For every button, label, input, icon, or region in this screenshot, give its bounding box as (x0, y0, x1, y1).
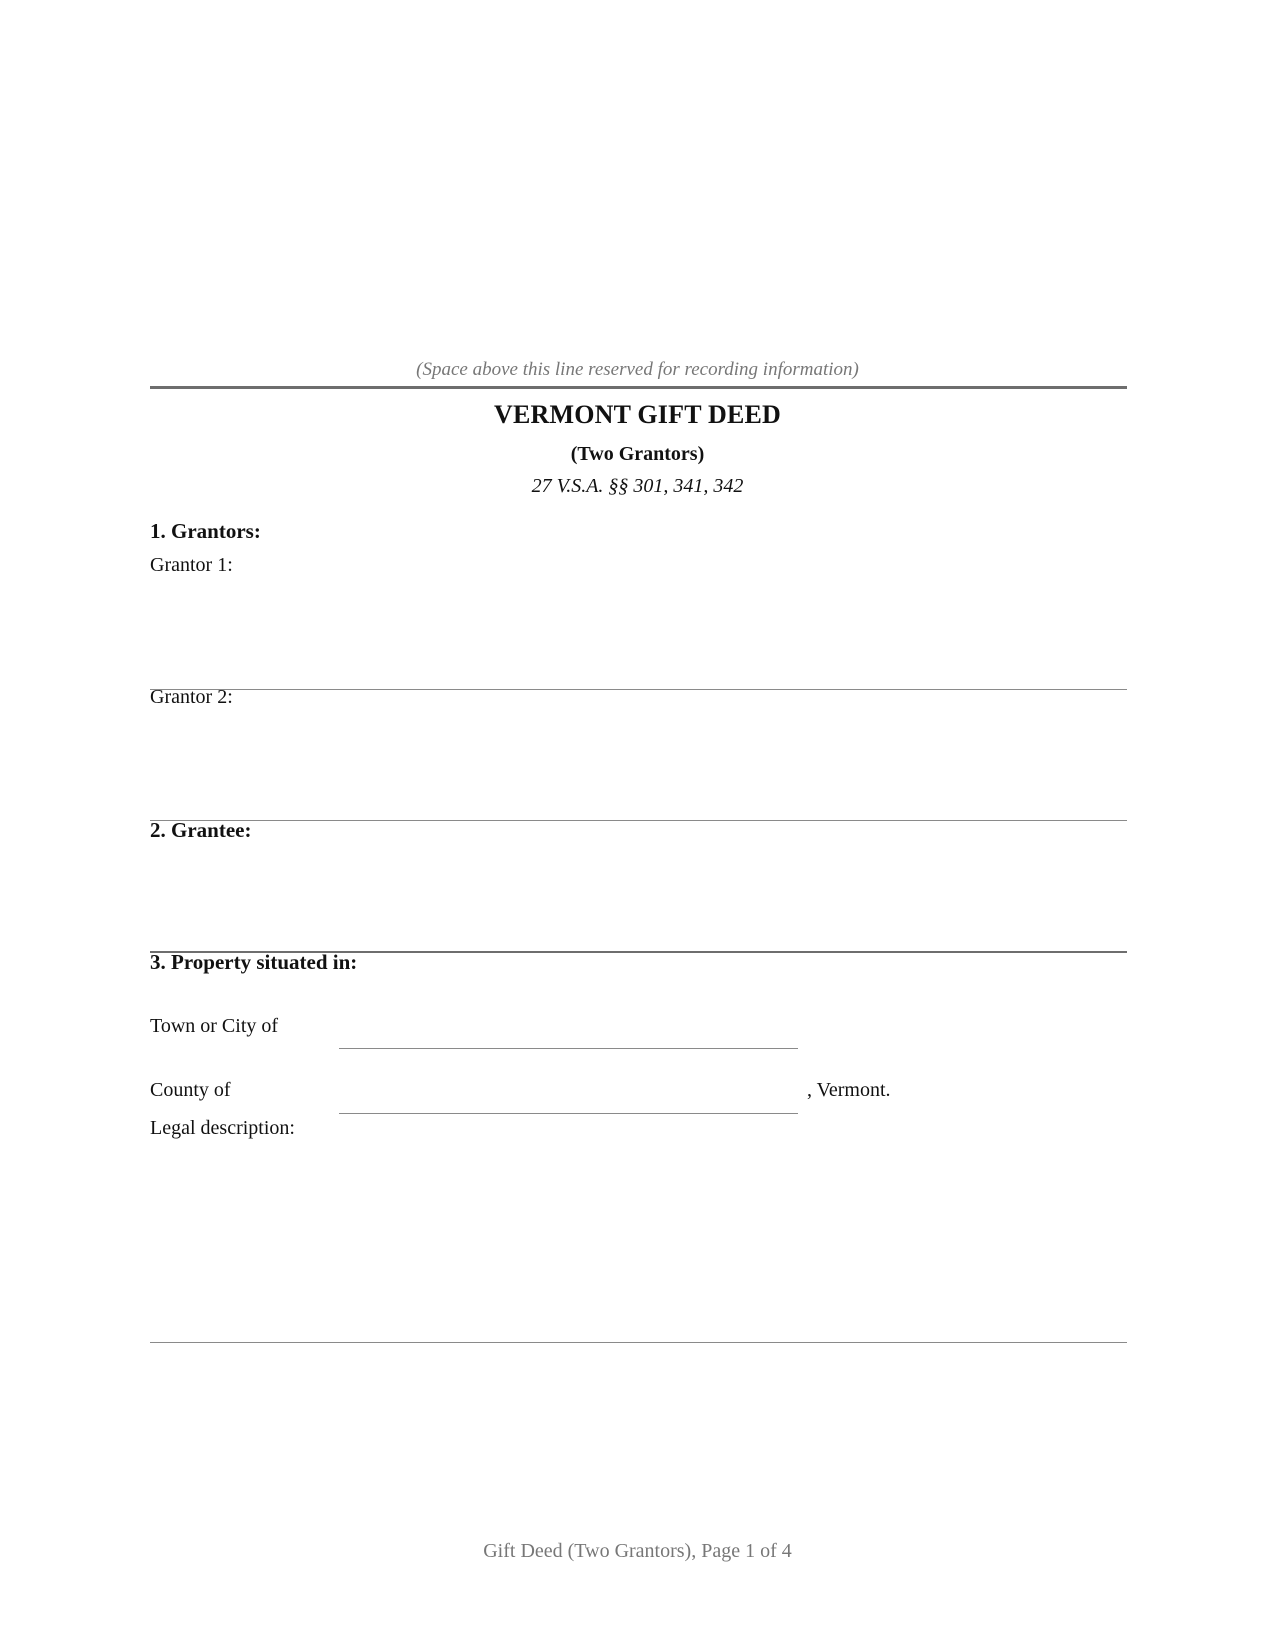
legal-description-field[interactable] (150, 1143, 1127, 1341)
recording-space-divider (150, 386, 1127, 389)
vermont-suffix: , Vermont. (807, 1079, 891, 1101)
page-footer: Gift Deed (Two Grantors), Page 1 of 4 (483, 1540, 792, 1562)
grantor-1-underline (150, 689, 1127, 690)
grantor-2-underline (150, 820, 1127, 821)
legal-description-label: Legal description: (150, 1117, 295, 1139)
town-underline (339, 1048, 798, 1049)
section-heading-grantee: 2. Grantee: (150, 818, 252, 842)
town-field[interactable] (339, 1010, 798, 1048)
town-label: Town or City of (150, 1015, 279, 1037)
grantor-1-field[interactable] (150, 580, 1127, 688)
county-underline (339, 1113, 798, 1114)
grantor-2-label: Grantor 2: (150, 686, 233, 708)
statute-citation: 27 V.S.A. §§ 301, 341, 342 (531, 475, 744, 497)
county-label: County of (150, 1079, 231, 1101)
grantor-1-label: Grantor 1: (150, 554, 233, 576)
section-heading-grantors: 1. Grantors: (150, 519, 261, 543)
section-heading-property: 3. Property situated in: (150, 950, 358, 974)
grantee-field[interactable] (150, 844, 1127, 950)
document-subtitle: (Two Grantors) (570, 443, 705, 465)
grantor-2-field[interactable] (150, 712, 1127, 820)
county-field[interactable] (339, 1074, 798, 1112)
recording-information-note: (Space above this line reserved for recording information) (416, 359, 859, 380)
document-title: VERMONT GIFT DEED (493, 400, 782, 429)
legal-description-underline (150, 1342, 1127, 1343)
